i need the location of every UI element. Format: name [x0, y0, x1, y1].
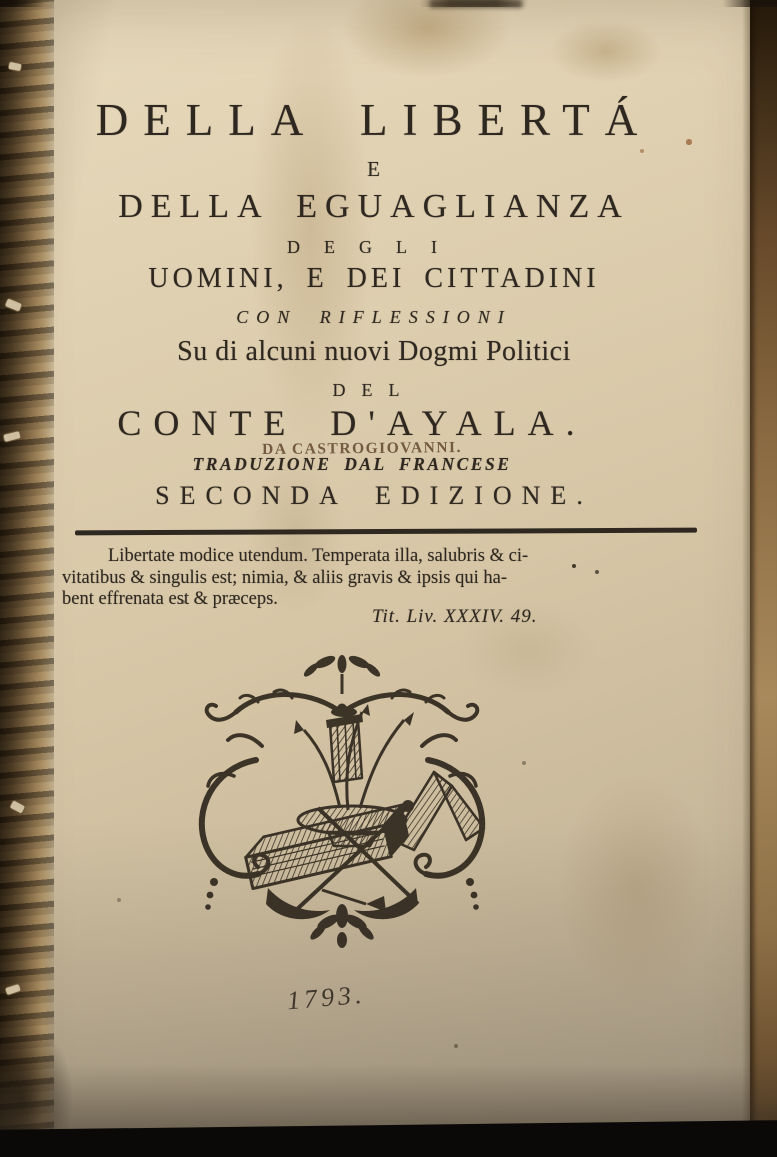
title-line-2: E — [367, 157, 381, 181]
ownership-stamp: DA CASTROGIOVANNI. — [261, 438, 463, 459]
title-line-5: UOMINI, E DEI CITTADINI — [148, 263, 600, 294]
paper-stain — [430, 0, 522, 8]
title-del: DEL — [332, 380, 416, 400]
printer-vignette-icon — [172, 650, 512, 950]
book-fore-edge — [750, 0, 777, 1157]
handwritten-year: 1793. — [285, 979, 367, 1016]
top-board-edge — [0, 0, 777, 7]
epigraph-citation: Tit. Liv. XXXIV. 49. — [372, 606, 538, 627]
book-spine-binding — [0, 0, 54, 1157]
translation-note: TRADUZIONE DAL FRANCESE — [192, 454, 512, 474]
edition-line: SECONDA EDIZIONE. — [155, 481, 593, 510]
epigraph-line-3: bent effrenata est & præceps. — [62, 589, 278, 609]
title-line-1: DELLA LIBERTÁ — [95, 95, 653, 145]
epigraph-quote — [62, 546, 707, 611]
epigraph-line-2: vitatibus & singulis est; nimia, & aliis gravis & ipsis qui ha- — [62, 567, 508, 588]
epigraph-line-1: Libertate modice utendum. Temperata illa, salubris & ci- — [108, 546, 529, 566]
subtitle-dogmi-politici: Su di alcuni nuovi Dogmi Politici — [177, 336, 571, 367]
separator-rule — [75, 528, 697, 536]
title-line-4: DEGLI — [287, 237, 461, 257]
subtitle-con-riflessioni: CON RIFLESSIONI — [236, 307, 512, 327]
author-line: CONTE D'AYALA. — [117, 403, 587, 443]
title-line-3: DELLA EGUAGLIANZA — [118, 188, 630, 225]
